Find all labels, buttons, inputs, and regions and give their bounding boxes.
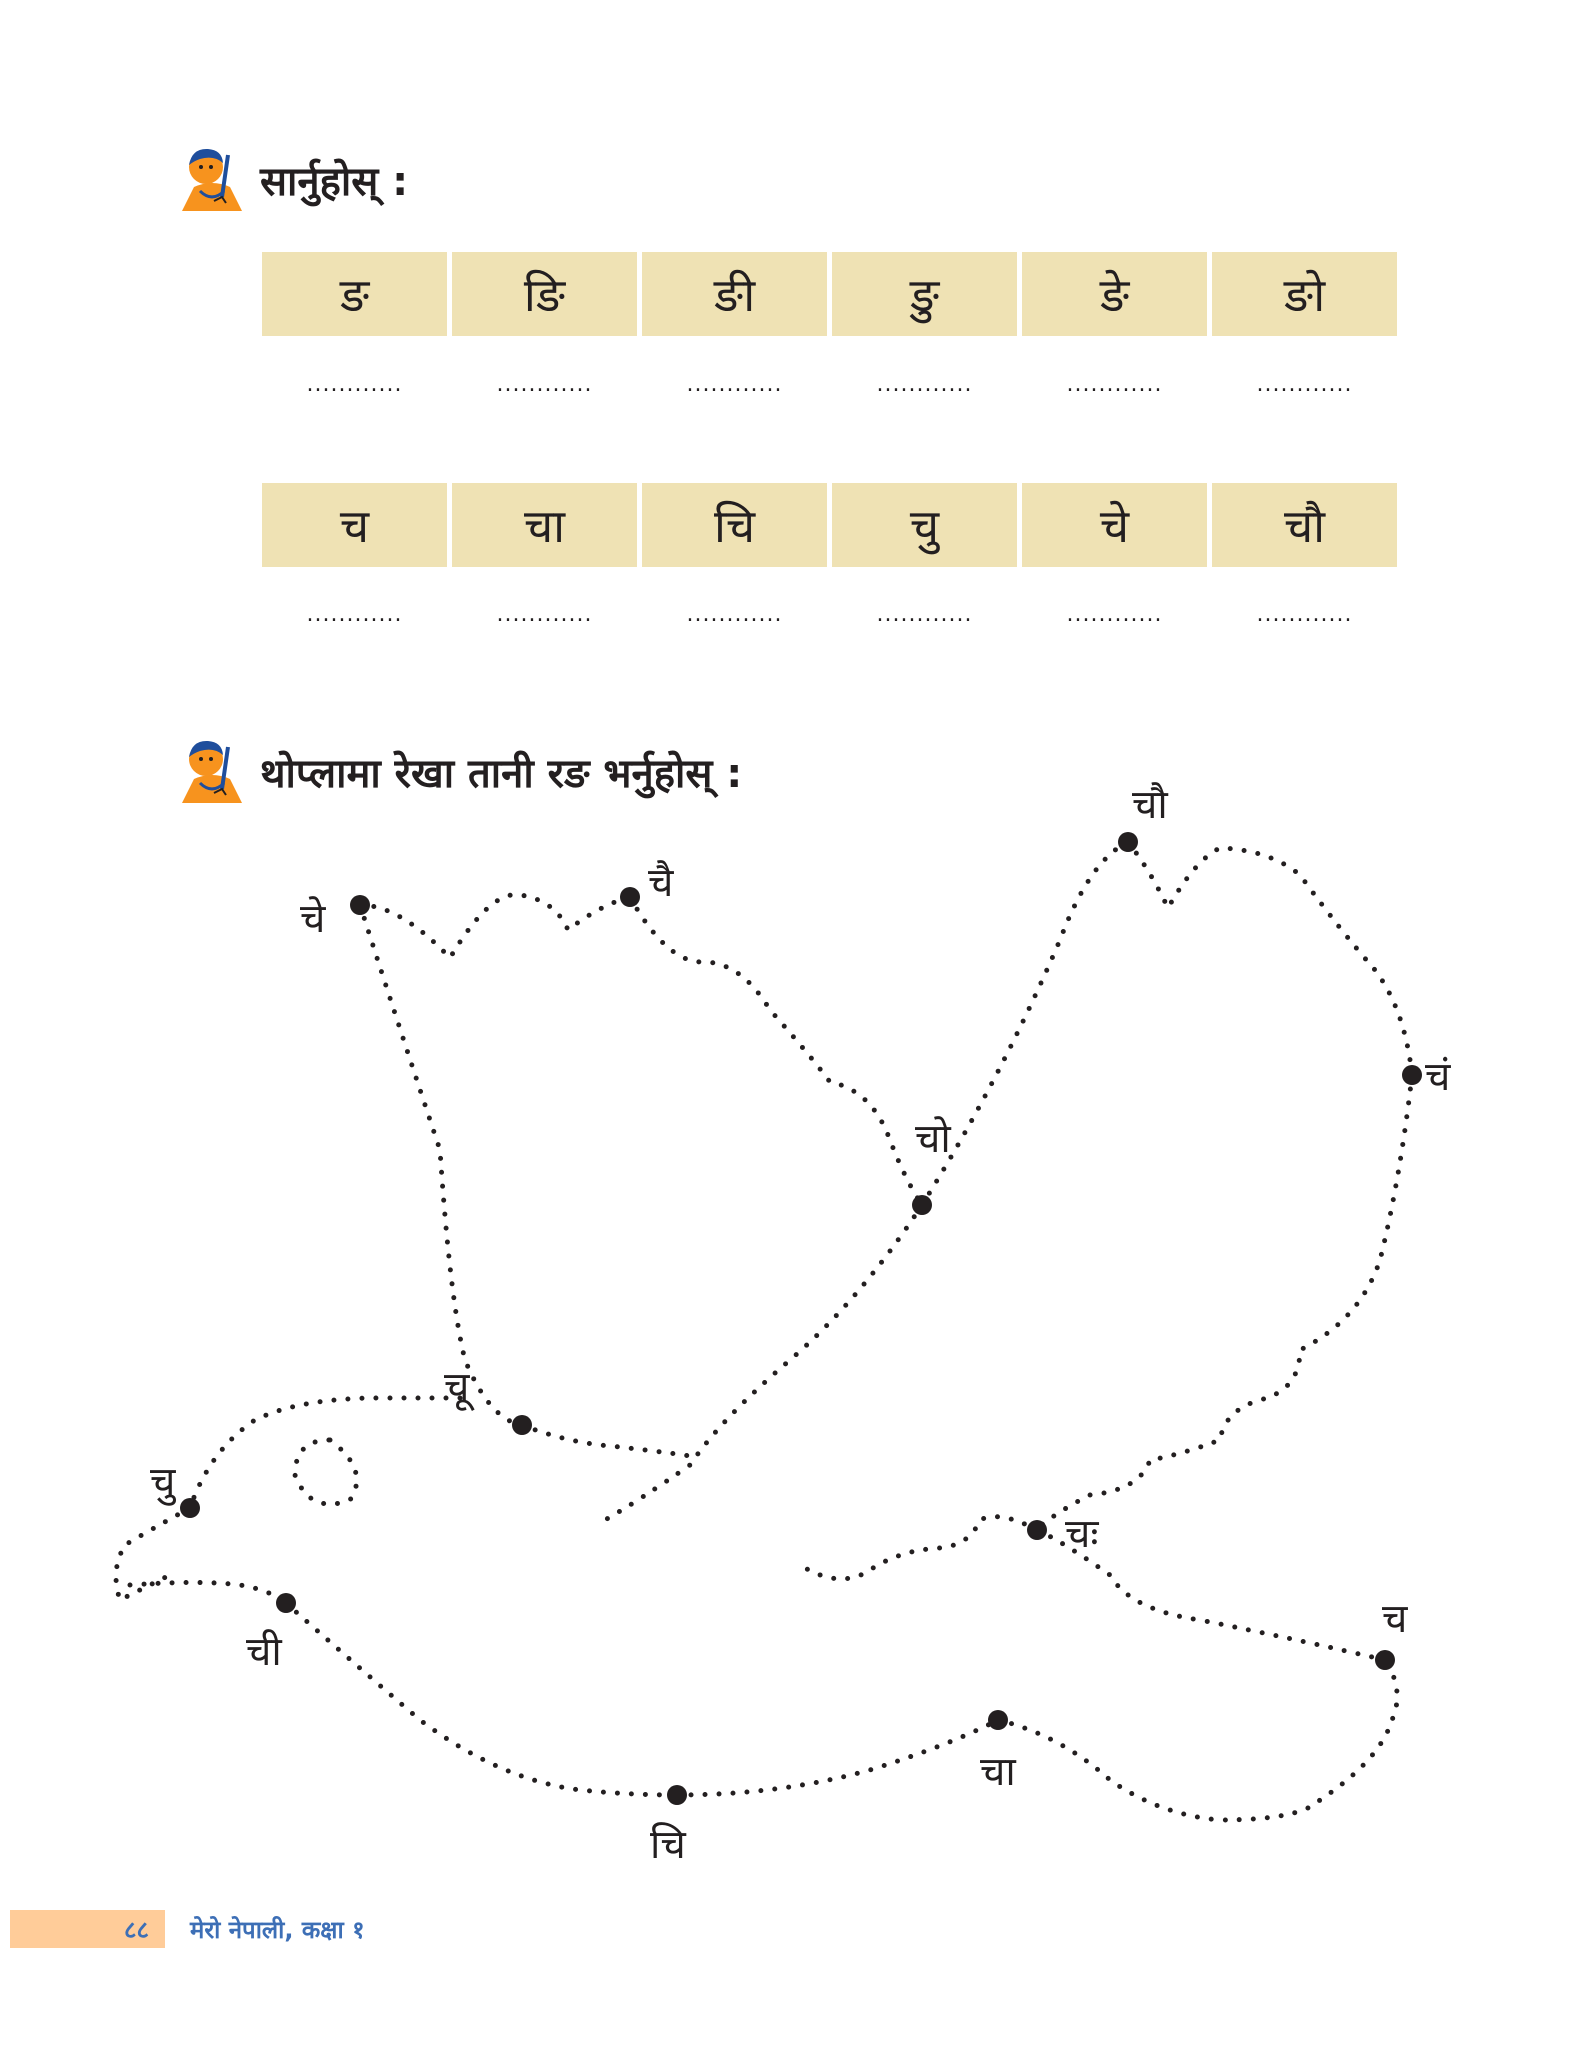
answer-blank[interactable]: ............ — [1066, 372, 1163, 397]
book-title: मेरो नेपाली, कक्षा १ — [190, 1916, 365, 1944]
answer-blank[interactable]: ............ — [686, 372, 783, 397]
page-number-band — [10, 1910, 165, 1948]
letter-cell: ङो — [1212, 252, 1397, 336]
connect-dot[interactable] — [620, 887, 640, 907]
answer-blank[interactable]: ............ — [496, 372, 593, 397]
connect-dot[interactable] — [276, 1593, 296, 1613]
letter-cell: चि — [642, 483, 827, 567]
connect-dot[interactable] — [912, 1195, 932, 1215]
connect-dot[interactable] — [988, 1710, 1008, 1730]
dot-label: चि — [650, 1822, 686, 1868]
dot-label: चो — [915, 1116, 951, 1162]
page-number: ८८ — [124, 1915, 149, 1944]
dotted-path — [286, 1603, 677, 1795]
letter-cell: ङि — [452, 252, 637, 336]
dotted-path — [295, 1440, 357, 1504]
letter-cell: ङी — [642, 252, 827, 336]
letter-cell: चौ — [1212, 483, 1397, 567]
letter-cell: ङ — [262, 252, 447, 336]
connect-dot[interactable] — [1375, 1650, 1395, 1670]
dotted-path — [630, 897, 922, 1205]
dot-label: चै — [648, 860, 674, 906]
connect-dot[interactable] — [1027, 1520, 1047, 1540]
connect-dot[interactable] — [1402, 1065, 1422, 1085]
dot-labels — [150, 782, 1451, 1868]
instruction-copy-text: सार्नुहोस् : — [260, 158, 409, 205]
dotted-path — [360, 895, 630, 958]
dotted-path — [677, 1720, 998, 1795]
dot-label: चु — [150, 1459, 176, 1505]
letter-cell: चा — [452, 483, 637, 567]
letter-cell: ङे — [1022, 252, 1207, 336]
dot-label: चे — [300, 896, 326, 942]
answer-blank[interactable]: ............ — [496, 602, 593, 627]
connect-dot[interactable] — [350, 895, 370, 915]
letter-cell: च — [262, 483, 447, 567]
dot-label: ची — [246, 1629, 282, 1675]
dot-label: चं — [1425, 1054, 1451, 1100]
answer-blank[interactable]: ............ — [1256, 602, 1353, 627]
answer-blank[interactable]: ............ — [1066, 602, 1163, 627]
numbered-dots — [180, 832, 1422, 1805]
dotted-path — [522, 1425, 690, 1456]
connect-dot[interactable] — [512, 1415, 532, 1435]
connect-dot[interactable] — [667, 1785, 687, 1805]
answer-blank[interactable]: ............ — [876, 372, 973, 397]
dotted-path — [1128, 842, 1412, 1075]
dot-label: च — [1382, 1596, 1408, 1642]
answer-blank[interactable]: ............ — [686, 602, 783, 627]
answer-blank[interactable]: ............ — [306, 372, 403, 397]
dotted-outline — [116, 842, 1412, 1820]
letter-cell: चे — [1022, 483, 1207, 567]
dotted-path — [605, 1205, 922, 1520]
dotted-path — [800, 1517, 1037, 1579]
instruction-connect-text: थोप्लामा रेखा तानी रङ भर्नुहोस् : — [260, 750, 743, 797]
answer-blank[interactable]: ............ — [1256, 372, 1353, 397]
connect-dot[interactable] — [1118, 832, 1138, 852]
dotted-path — [1035, 1075, 1412, 1530]
connect-dot[interactable] — [180, 1498, 200, 1518]
dotted-path — [998, 1660, 1397, 1820]
dotted-path — [922, 842, 1128, 1205]
dot-label: चः — [1065, 1511, 1099, 1557]
dot-label: चा — [980, 1749, 1016, 1795]
dot-label: चू — [444, 1364, 470, 1410]
letter-cell: ङु — [832, 252, 1017, 336]
letter-cell: चु — [832, 483, 1017, 567]
answer-blank[interactable]: ............ — [876, 602, 973, 627]
dot-label: चौ — [1132, 782, 1168, 828]
answer-blank[interactable]: ............ — [306, 602, 403, 627]
dotted-path — [116, 1508, 190, 1600]
dotted-path — [360, 905, 522, 1425]
dotted-path — [190, 1398, 460, 1508]
